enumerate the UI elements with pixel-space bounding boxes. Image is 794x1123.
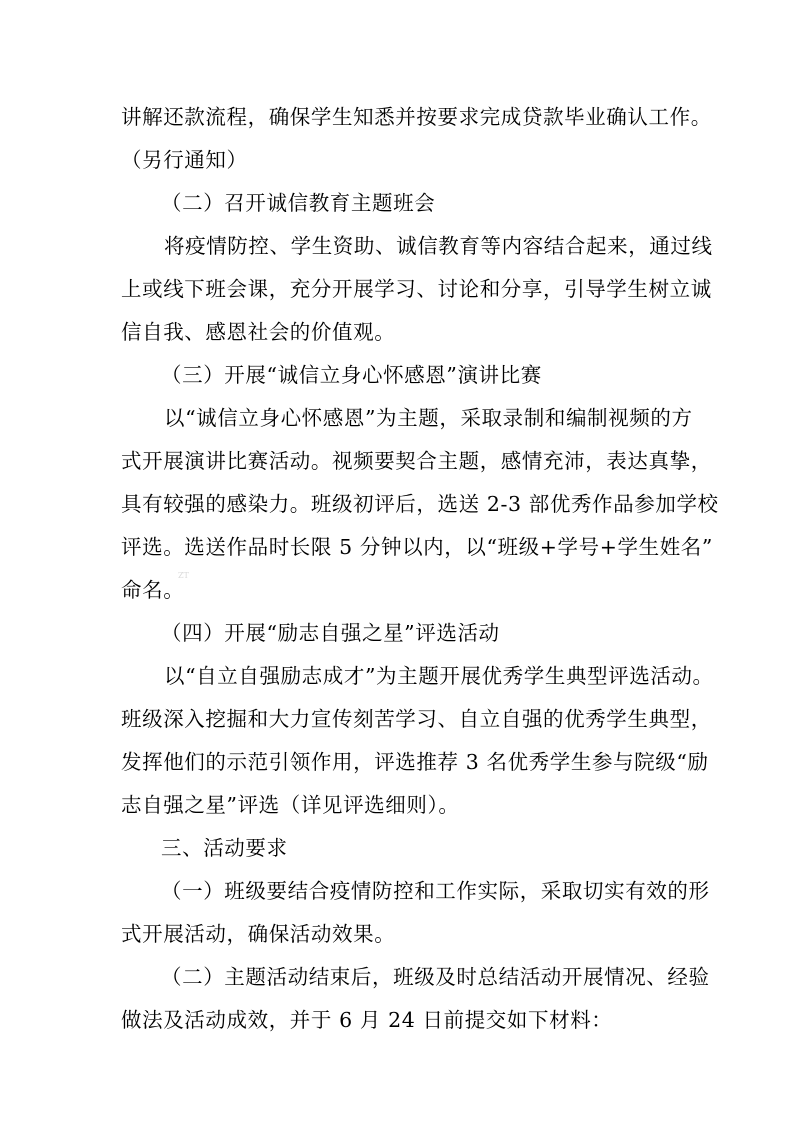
text-line: 以“自立自强励志成才”为主题开展优秀学生典型评选活动。 — [164, 664, 714, 688]
text-line: 具有较强的感染力。班级初评后，选送 2-3 部优秀作品参加学校 — [121, 492, 719, 516]
text-line: 将疫情防控、学生资助、诚信教育等内容结合起来，通过线 — [164, 234, 713, 258]
text-line: 信自我、感恩社会的价值观。 — [121, 320, 396, 344]
text-line: 评选。选送作品时长限 5 分钟以内，以“班级+学号+学生姓名” — [121, 535, 713, 559]
text-line: 做法及活动成效，并于 6 月 24 日前提交如下材料： — [121, 1008, 613, 1032]
text-line: 命名。 — [121, 578, 185, 602]
text-line: 班级深入挖掘和大力宣传刻苦学习、自立自强的优秀学生典型， — [121, 707, 712, 731]
text-line: 式开展活动，确保活动效果。 — [121, 922, 396, 946]
watermark-mark: ZT — [178, 571, 189, 580]
section-heading: （三）开展“诚信立身心怀感恩”演讲比赛 — [161, 363, 542, 387]
text-line: （二）主题活动结束后，班级及时总结活动开展情况、经验 — [161, 965, 710, 989]
section-heading: 三、活动要求 — [161, 836, 288, 860]
text-line: 上或线下班会课，充分开展学习、讨论和分享，引导学生树立诚 — [121, 277, 712, 301]
text-line: （另行通知） — [121, 148, 248, 172]
section-heading: （四）开展“励志自强之星”评选活动 — [161, 621, 500, 645]
text-line: 志自强之星”评选（详见评选细则）。 — [121, 793, 460, 817]
text-line: 讲解还款流程，确保学生知悉并按要求完成贷款毕业确认工作。 — [121, 105, 712, 129]
section-heading: （二）召开诚信教育主题班会 — [161, 191, 436, 215]
text-line: 式开展演讲比赛活动。视频要契合主题，感情充沛，表达真挚， — [121, 449, 712, 473]
text-line: （一）班级要结合疫情防控和工作实际，采取切实有效的形 — [161, 879, 710, 903]
text-line: 以“诚信立身心怀感恩”为主题，采取录制和编制视频的方 — [164, 406, 693, 430]
text-line: 发挥他们的示范引领作用，评选推荐 3 名优秀学生参与院级“励 — [121, 750, 709, 774]
